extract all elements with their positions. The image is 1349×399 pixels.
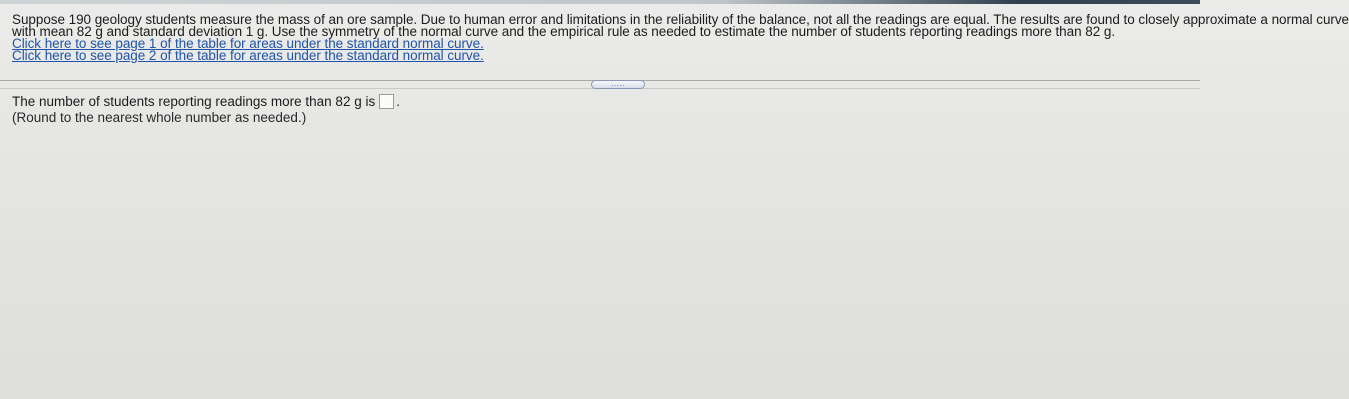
answer-suffix: . xyxy=(396,93,400,109)
question-line-1: Suppose 190 geology students measure the mass of an ore sample. Due to human error and limitations in the reliability of the balance, not all the readings are equal. The results are found to closely approximate a normal curve xyxy=(12,12,1349,27)
expand-button[interactable] xyxy=(591,80,645,89)
answer-row xyxy=(12,94,400,109)
table-page-1-link[interactable]: Click here to see page 1 of the table for areas under the standard normal curve. xyxy=(12,36,484,51)
answer-input[interactable] xyxy=(379,94,394,109)
ellipsis-icon: ..... xyxy=(611,78,625,88)
rounding-hint: (Round to the nearest whole number as needed.) xyxy=(12,110,307,125)
answer-prompt: The number of students reporting readings more than 82 g is xyxy=(12,93,376,109)
question-line-2: with mean 82 g and standard deviation 1 g. Use the symmetry of the normal curve and the empirical rule as needed to estimate the number of students reporting readings more than 82 g. xyxy=(12,24,1116,39)
question-text xyxy=(12,12,1349,63)
top-bar xyxy=(0,0,1200,4)
table-page-2-link[interactable]: Click here to see page 2 of the table for areas under the standard normal curve. xyxy=(12,48,484,63)
link-row-2 xyxy=(12,49,1198,61)
